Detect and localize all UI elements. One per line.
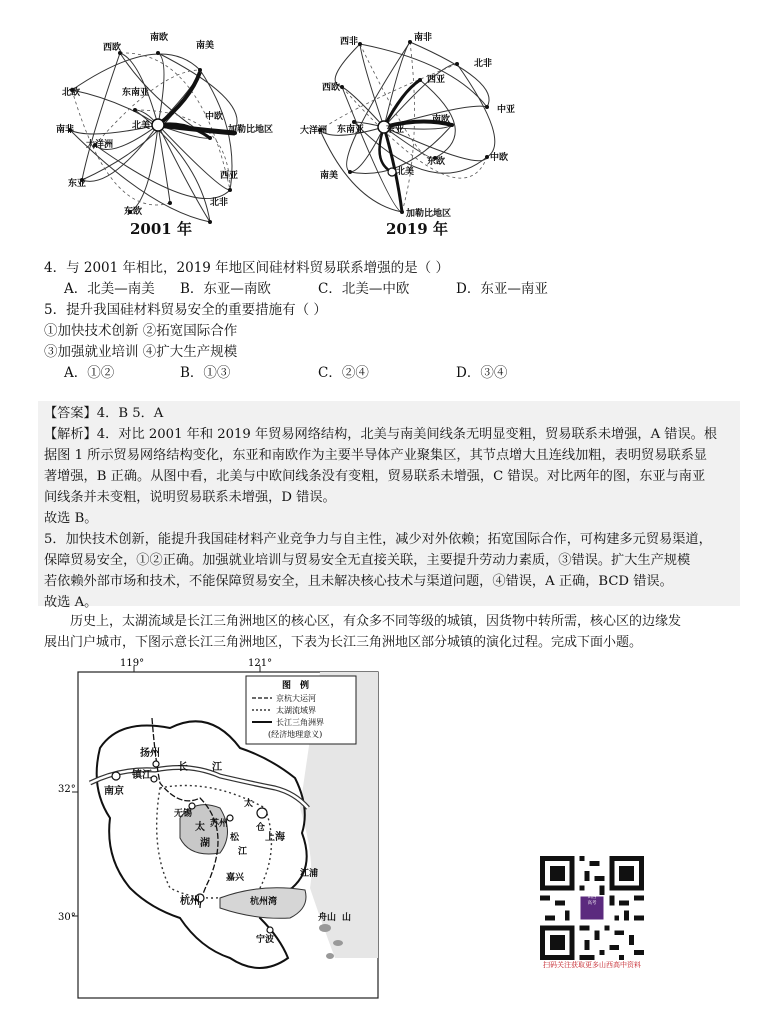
place-label: 苏州: [210, 819, 229, 829]
place-label: 太: [244, 799, 254, 809]
place-label: 镇江: [132, 770, 152, 781]
node-label: 北非: [210, 198, 229, 208]
node-label: 北欧: [62, 88, 81, 98]
place-label: 无锡: [174, 809, 193, 819]
node-label: 大洋洲: [86, 140, 114, 150]
node-label: 西亚: [427, 75, 446, 85]
node-label: 南非: [414, 33, 433, 43]
place-label: 江浦: [300, 869, 319, 879]
lat-label-30: 30°: [58, 912, 76, 923]
legend-item-canal: 京杭大运河: [276, 694, 316, 703]
legend-item-basin: 太湖流域界: [276, 706, 316, 715]
q5-line2: ③加强就业培训 ④扩大生产规模: [44, 344, 238, 360]
legend-title: 图 例: [282, 681, 310, 691]
caption-2019: 2019 年: [386, 220, 448, 238]
place-label: 扬州: [140, 748, 160, 759]
answer-line: 【答案】4．B 5．A: [44, 406, 164, 421]
q5-line1: ①加快技术创新 ②拓宽国际合作: [44, 323, 238, 339]
node-label: 西欧: [103, 43, 122, 53]
q4-option-d: D．东亚—南亚: [456, 281, 548, 297]
node-label: 西非: [340, 37, 359, 47]
analysis-line: 故选 A。: [44, 595, 98, 610]
analysis-line: 著增强，B 正确。从图中看，北美与中欧间线条没有变粗，贸易联系未增强，C 错误。对比两年的图，东亚与南亚: [44, 469, 706, 484]
node-label: 东亚: [68, 179, 87, 189]
node-label: 中亚: [497, 105, 516, 115]
node-label: 南欧: [150, 33, 169, 43]
caption-2001: 2001 年: [130, 220, 192, 238]
place-label: 嘉兴: [226, 873, 245, 883]
node-label: 南非: [56, 125, 75, 135]
node-label: 加勒比地区: [406, 209, 452, 219]
place-label: 仓: [256, 823, 266, 833]
lat-label-32: 32°: [58, 784, 76, 795]
trade-network-2019: [302, 22, 537, 227]
yangtze-delta-map: [60, 658, 390, 1003]
analysis-line: 若依赖外部市场和技术，不能保障贸易安全，且未解决核心技术与渠道问题，④错误，A 正确，BCD 错误。: [44, 574, 673, 589]
trade-network-2001: [50, 20, 310, 230]
place-label: 山: [342, 913, 352, 923]
q5-stem: 5．提升我国硅材料贸易安全的重要措施有（ ）: [44, 302, 327, 318]
q4-option-a: A．北美—南美: [64, 281, 155, 297]
q5-option-b: B．①③: [180, 365, 231, 381]
place-label: 江: [238, 847, 248, 857]
qr-badge: [579, 895, 605, 907]
place-label: 上海: [265, 832, 285, 843]
place-label: 杭州湾: [250, 897, 278, 907]
intro-line: 展出门户城市，下图示意长江三角洲地区，下表为长江三角洲地区部分城镇的演化过程。完成下面小题。: [44, 635, 643, 650]
node-label: 北美: [132, 121, 151, 131]
qr-caption: 扫码关注获取更多山西高中资料: [543, 961, 641, 969]
node-label: 中欧: [205, 112, 224, 122]
intro-line: 历史上，太湖流域是长江三角洲地区的核心区，有众多不同等级的城镇，因货物中转所需，核心区的边缘发: [70, 614, 682, 629]
analysis-line: 间线条并未变粗，说明贸易联系未增强，D 错误。: [44, 490, 336, 505]
place-label: 杭州: [180, 896, 200, 907]
node-label: 东南亚: [337, 125, 365, 135]
node-label: 南美: [196, 41, 215, 51]
legend-item-note: (经济地理意义): [268, 730, 323, 739]
analysis-line: 故选 B。: [44, 511, 98, 526]
analysis-line: 5．加快技术创新，能提升我国硅材料产业竞争力与自主性，减少对外依赖；拓宽国际合作，可构建多元贸易渠道，: [44, 532, 712, 547]
place-label: 松: [230, 833, 240, 843]
node-label: 东亚: [386, 125, 405, 135]
q5-option-a: A．①②: [64, 365, 115, 381]
node-label: 大洋洲: [300, 126, 328, 136]
legend-item-delta: 长江三角洲界: [276, 718, 324, 727]
node-label: 中欧: [490, 153, 509, 163]
node-label: 北非: [474, 59, 493, 69]
place-label: 舟山: [318, 913, 337, 923]
qr-badge-line1: 山西: [587, 895, 597, 900]
place-label: 湖: [200, 838, 210, 849]
q4-stem: 4．与 2001 年相比，2019 年地区间硅材料贸易联系增强的是（ ）: [44, 260, 449, 276]
node-label: 西欧: [322, 83, 341, 93]
q5-option-d: D．③④: [456, 365, 508, 381]
node-label: 南美: [320, 171, 339, 181]
place-label: 宁波: [256, 935, 275, 945]
node-label: 西亚: [220, 171, 239, 181]
analysis-line: 【解析】4．对比 2001 年和 2019 年贸易网络结构，北美与南美间线条无明显变粗，贸易联系未增强，A 错误。根: [44, 427, 718, 442]
place-label: 南京: [104, 786, 124, 797]
lon-label-119: 119°: [120, 658, 145, 669]
node-label: 加勒比地区: [228, 125, 274, 135]
node-label: 东欧: [427, 157, 446, 167]
qr-code: [540, 856, 644, 960]
q4-option-b: B．东亚—南欧: [180, 281, 271, 297]
q4-option-c: C．北美—中欧: [318, 281, 410, 297]
qr-badge-line2: 高考: [587, 901, 597, 906]
place-label: 江: [212, 762, 222, 773]
lon-label-121: 121°: [248, 658, 273, 669]
place-label: 太: [195, 822, 205, 833]
analysis-line: 据图 1 所示贸易网络结构变化，东亚和南欧作为主要半导体产业聚集区，其节点增大且连线加粗，表明贸易联系显: [44, 448, 707, 463]
node-label: 东南亚: [122, 88, 150, 98]
node-label: 南欧: [432, 115, 451, 125]
place-label: 长: [178, 762, 188, 773]
node-label: 北美: [396, 167, 415, 177]
node-label: 东欧: [124, 207, 143, 217]
q5-option-c: C．②④: [318, 365, 369, 381]
analysis-line: 保障贸易安全，①②正确。加强就业培训与贸易安全无直接关联，主要提升劳动力素质，③错误。扩大生产规模: [44, 553, 691, 568]
